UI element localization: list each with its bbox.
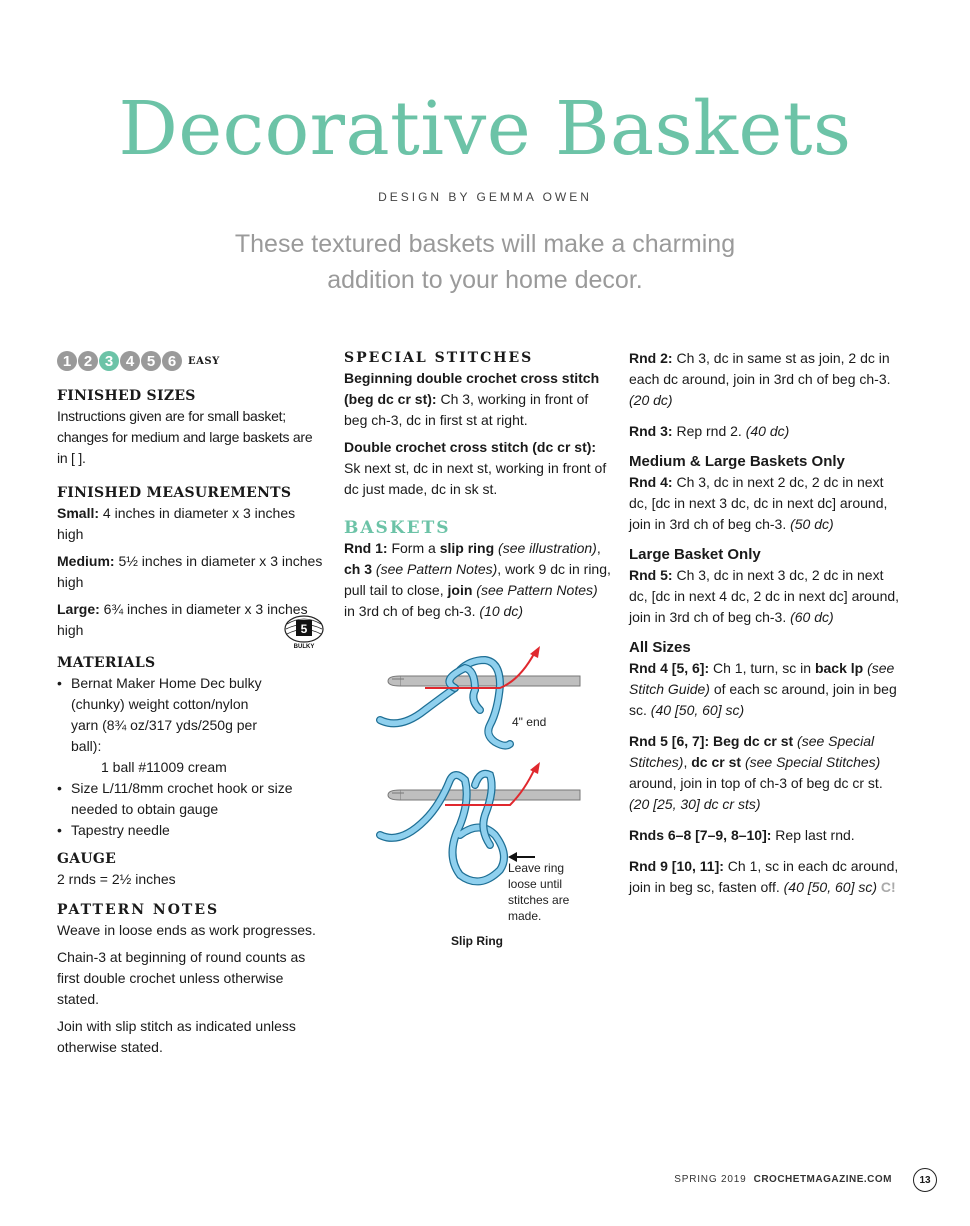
baskets-heading: BASKETS [344, 518, 451, 538]
column-middle [344, 348, 612, 628]
round-a [629, 658, 901, 721]
small-value: 4 inches in diameter x 3 inches high [57, 505, 296, 542]
round-2 [629, 348, 901, 411]
large-label: Large: [57, 601, 100, 617]
round-5 [629, 565, 901, 628]
round-d [629, 856, 901, 898]
round-1-text-d: , [596, 540, 601, 556]
material-yarn: Bernat Maker Home Dec bulky (chunky) weight cotton/nylon yarn (8¾ oz/317 yds/250g per ball): [71, 675, 262, 754]
finished-measurements-heading: FINISHED MEASUREMENTS [57, 485, 292, 501]
round-d-text: Ch 1, sc in each dc around, join in beg sc, fasten off. [629, 858, 899, 895]
round-1-text-c: (see illustration) [494, 540, 597, 556]
round-b-text-c: , [683, 754, 692, 770]
round-1-label: Rnd 1: [344, 540, 388, 556]
round-1-text-h: join [447, 582, 473, 598]
skill-level [57, 348, 325, 374]
round-2-text: Ch 3, dc in same st as join, 2 dc in each dc around, join in 3rd ch of beg ch-3. [629, 350, 891, 387]
round-a-label: Rnd 4 [5, 6]: [629, 660, 710, 676]
round-2-count: (20 dc) [629, 392, 673, 408]
small-label: Small: [57, 505, 100, 521]
round-b-text-e: (see Special Stitches) [741, 754, 881, 770]
special-stitch-2-text: Sk next st, dc in next st, working in front of dc just made, dc in sk st. [344, 460, 607, 497]
footer-site-link[interactable]: CROCHETMAGAZINE.COM [753, 1174, 892, 1185]
yarn-weight-icon [283, 612, 325, 650]
large-value: 6¾ inches in diameter x 3 inches high [57, 601, 308, 638]
round-b-text-b: (see Special Stitches) [629, 733, 875, 770]
finished-sizes-text: Instructions given are for small basket; changes for medium and large baskets are in [ ]. [57, 408, 313, 466]
skill-level-2: 2 [78, 351, 98, 371]
round-1-text-f: (see Pattern Notes) [372, 561, 498, 577]
round-d-count: (40 [50, 60] sc) [783, 879, 878, 895]
skill-level-4: 4 [120, 351, 140, 371]
round-3-count: (40 dc) [745, 423, 790, 439]
skill-level-5: 5 [141, 351, 161, 371]
round-1-text-i: (see Pattern Notes) [472, 582, 598, 598]
list-item [57, 778, 325, 820]
pattern-note-2: Chain-3 at beginning of round counts as first double crochet unless otherwise stated. [57, 949, 306, 1007]
intro-text [185, 226, 785, 298]
round-b-text-f: around, join in top of ch-3 of beg dc cr st. [629, 775, 883, 791]
end-mark: C! [880, 879, 896, 895]
round-a-text-d: of each sc around, join in beg sc. [629, 681, 897, 718]
skill-label: EASY [188, 355, 220, 367]
medium-value: 5½ inches in diameter x 3 inches high [57, 553, 323, 590]
end-label: 4" end [512, 715, 547, 729]
round-a-text-a: Ch 1, turn, sc in [709, 660, 815, 676]
illustration-caption: Slip Ring [451, 934, 503, 948]
round-a-text-b: back lp [814, 660, 864, 676]
round-a-count: (40 [50, 60] sc) [650, 702, 745, 718]
list-item [57, 820, 325, 841]
pattern-note-1: Weave in loose ends as work progresses. [57, 922, 316, 938]
yarn-weight-label: BULKY [293, 644, 315, 650]
round-c-label: Rnds 6–8 [7–9, 8–10]: [629, 827, 772, 843]
special-stitch-1-text: Ch 3, working in front of beg ch-3, dc in first st at right. [344, 391, 589, 428]
footer-issue: SPRING 2019 [674, 1174, 747, 1185]
round-b-text-d: dc cr st [691, 754, 742, 770]
skill-level-6: 6 [162, 351, 182, 371]
material-hook: Size L/11/8mm crochet hook or size needed to obtain gauge [71, 780, 293, 817]
round-1-text-e: ch 3 [344, 561, 373, 577]
finished-sizes-heading: FINISHED SIZES [57, 388, 196, 404]
material-yarn-color: 1 ball #11009 cream [101, 759, 227, 775]
list-item [57, 673, 325, 778]
gauge-text: 2 rnds = 2½ inches [57, 871, 176, 887]
leave-ring-line-1: Leave ring [508, 861, 565, 875]
pattern-notes-heading: PATTERN NOTES [57, 902, 220, 918]
skill-level-3-active: 3 [99, 351, 119, 371]
medium-label: Medium: [57, 553, 115, 569]
round-5-text: Ch 3, dc in next 3 dc, 2 dc in next dc, [dc in next 4 dc, 2 dc in next dc] around, join in 3rd ch of beg ch-3. [629, 567, 900, 625]
pattern-note-3: Join with slip stitch as indicated unless otherwise stated. [57, 1018, 296, 1055]
round-d-label: Rnd 9 [10, 11]: [629, 858, 724, 874]
leave-ring-line-3: stitches are [508, 893, 570, 907]
round-4-text: Ch 3, dc in next 2 dc, 2 dc in next dc, [dc in next 3 dc, dc in next dc] around, join in 3rd ch of beg ch-3. [629, 474, 888, 532]
gauge-heading: GAUGE [57, 851, 117, 867]
special-stitch-1 [344, 368, 612, 431]
round-3-label: Rnd 3: [629, 423, 673, 439]
round-b-count: (20 [25, 30] dc cr sts) [629, 796, 761, 812]
round-1-count: (10 dc) [479, 603, 523, 619]
round-1-text-a: Form a [387, 540, 440, 556]
round-4 [629, 472, 901, 535]
byline: DESIGN BY GEMMA OWEN [378, 190, 592, 204]
special-stitch-2-name: Double crochet cross stitch (dc cr st): [344, 439, 597, 455]
round-2-label: Rnd 2: [629, 350, 673, 366]
page-title: Decorative Baskets [118, 86, 852, 172]
slip-ring-illustration [370, 640, 590, 955]
column-right [629, 348, 901, 904]
material-needle: Tapestry needle [71, 822, 170, 838]
round-a-text-c: (see Stitch Guide) [629, 660, 895, 697]
round-4-label: Rnd 4: [629, 474, 673, 490]
special-stitches-heading: SPECIAL STITCHES [344, 350, 534, 366]
leave-ring-line-2: loose until [508, 877, 563, 891]
round-1-text-b: slip ring [439, 540, 495, 556]
all-sizes-heading: All Sizes [629, 639, 691, 656]
measure-medium [57, 551, 325, 593]
round-b-text-a: Beg dc cr st [709, 733, 794, 749]
page-number: 13 [913, 1168, 937, 1192]
column-left [57, 348, 325, 1064]
yarn-weight-number: 5 [300, 622, 308, 636]
round-3-text: Rep rnd 2. [672, 423, 746, 439]
materials-heading: MATERIALS [57, 655, 156, 671]
intro-line-2: addition to your home decor. [327, 266, 643, 294]
round-1-text-j: in 3rd ch of beg ch-3. [344, 603, 480, 619]
round-5-count: (60 dc) [790, 609, 834, 625]
crochet-hook-top [388, 676, 580, 686]
round-4-count: (50 dc) [790, 516, 834, 532]
round-5-label: Rnd 5: [629, 567, 673, 583]
special-stitch-1-name: Beginning double crochet cross stitch (beg dc cr st): [344, 370, 600, 407]
measure-small [57, 503, 325, 545]
special-stitch-2 [344, 437, 612, 500]
materials-list [57, 673, 325, 841]
footer [674, 1174, 892, 1185]
round-b [629, 731, 901, 815]
large-heading: Large Basket Only [629, 546, 761, 563]
round-3 [629, 421, 901, 442]
leave-ring-line-4: made. [508, 909, 542, 923]
round-b-label: Rnd 5 [6, 7]: [629, 733, 710, 749]
round-1-text-g: , work 9 dc in ring, pull tail to close, [344, 561, 611, 598]
medium-large-heading: Medium & Large Baskets Only [629, 453, 845, 470]
skill-level-1: 1 [57, 351, 77, 371]
round-c-text: Rep last rnd. [771, 827, 855, 843]
intro-line-1: These textured baskets will make a charming [234, 230, 736, 258]
crochet-hook-bottom [388, 790, 580, 800]
round-c [629, 825, 901, 846]
round-1 [344, 538, 612, 622]
